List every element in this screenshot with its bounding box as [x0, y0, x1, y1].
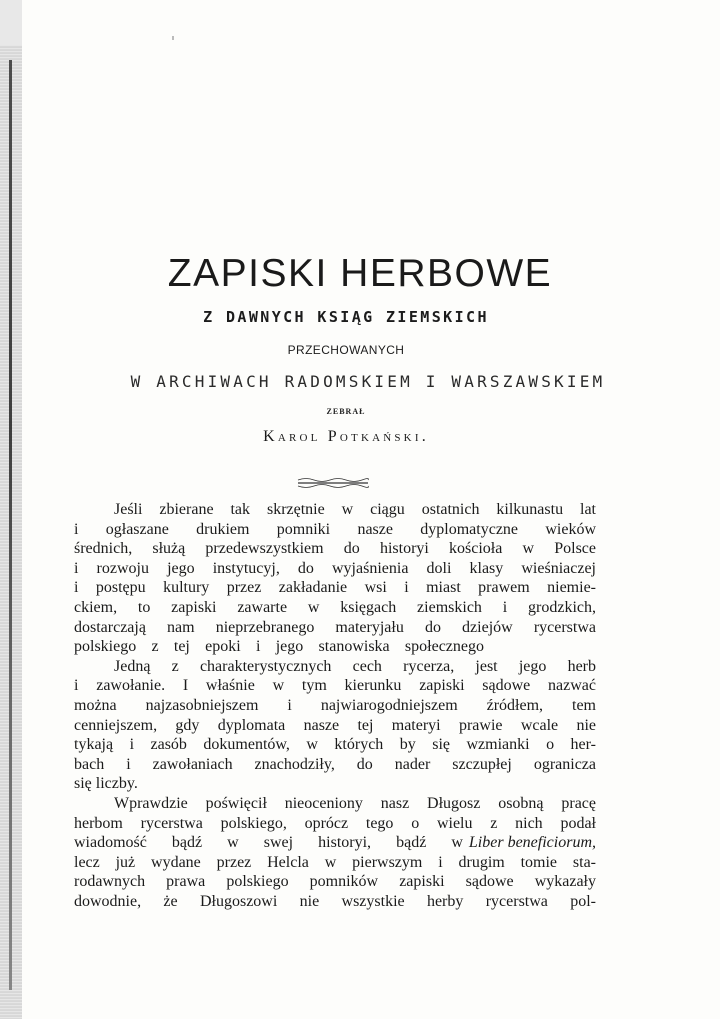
paragraph-line: i rozwoju jego instytucyj, do wyjaśnienia doli klasy wieśniaczej [74, 559, 596, 577]
subtitle-line-1: Z DAWNYCH KSIĄG ZIEMSKICH [203, 308, 489, 326]
paragraph-line: się liczby. [74, 775, 138, 793]
collected-by-label: ZEBRAŁ [326, 407, 366, 416]
paragraph-line: bach i zawołaniach znachodziły, do nader szczupłej ogranicza [74, 755, 596, 773]
paragraph-line: można najzasobniejszem i najwiarogodniejszem źródłem, tem [74, 696, 596, 714]
paragraph-line: ckiem, to zapiski zawarte w księgach ziemskich i grodzkich, [74, 598, 596, 616]
paragraph-line-with-italic [74, 833, 596, 853]
paragraph-line: Wprawdzie poświęcił nieoceniony nasz Długosz osobną pracę [114, 794, 596, 812]
scan-edge-top [0, 0, 22, 45]
paragraph-line: Jedną z charakterystycznych cech rycerza, jest jego herb [114, 657, 596, 675]
italic-title: Liber beneficiorum, [468, 834, 596, 852]
paragraph-line: lecz już wydane przez Helcla w pierwszym i drugim tomie sta- [74, 853, 596, 871]
paragraph-line: i ogłaszane drukiem pomniki nasze dyplomatyczne wieków [74, 520, 596, 538]
paragraph-line: dostarczają nam nieprzebranego materyjału do dziejów rycerstwa [74, 618, 596, 636]
subtitle-line-2: PRZECHOWANYCH [287, 343, 405, 357]
ornament-divider [296, 476, 370, 490]
author-name: Karol Potkański. [263, 428, 429, 445]
paragraph-segment: wiadomość bądź w swej historyi, bądź w [74, 834, 463, 852]
paragraph-line: tykają i zasób dokumentów, w których by się wzmianki o her- [74, 736, 596, 754]
paragraph-line: herbom rycerstwa polskiego, oprócz tego o wielu z nich podał [74, 814, 596, 832]
body-text [74, 500, 596, 911]
paragraph-line: rodawnych prawa polskiego pomników zapiski sądowe wykazały [74, 873, 596, 891]
paper-speck [172, 36, 174, 40]
paragraph-line: polskiego z tej epoki i jego stanowiska społecznego [74, 638, 484, 656]
paragraph-line: i postępu kultury przez zakładanie wsi i miast prawem niemie- [74, 579, 596, 597]
paragraph-line: i zawołanie. I właśnie w tym kierunku zapiski sądowe nazwać [74, 677, 596, 695]
subtitle-line-3: W ARCHIWACH RADOMSKIEM I WARSZAWSKIEM [130, 372, 606, 391]
paragraph-line: średnich, służą przedewszystkiem do historyi kościoła w Polsce [74, 540, 596, 558]
paragraph-line: cenniejszem, gdy dyplomata nasze tej materyi prawie wcale nie [74, 716, 596, 734]
paragraph-line: Jeśli zbierane tak skrzętnie w ciągu ostatnich kilkunastu lat [114, 501, 596, 518]
document-title: ZAPISKI HERBOWE [167, 252, 553, 295]
binding-shadow [9, 60, 12, 990]
paragraph-line: dowodnie, że Długoszowi nie wszystkie herby rycerstwa pol- [74, 892, 596, 910]
